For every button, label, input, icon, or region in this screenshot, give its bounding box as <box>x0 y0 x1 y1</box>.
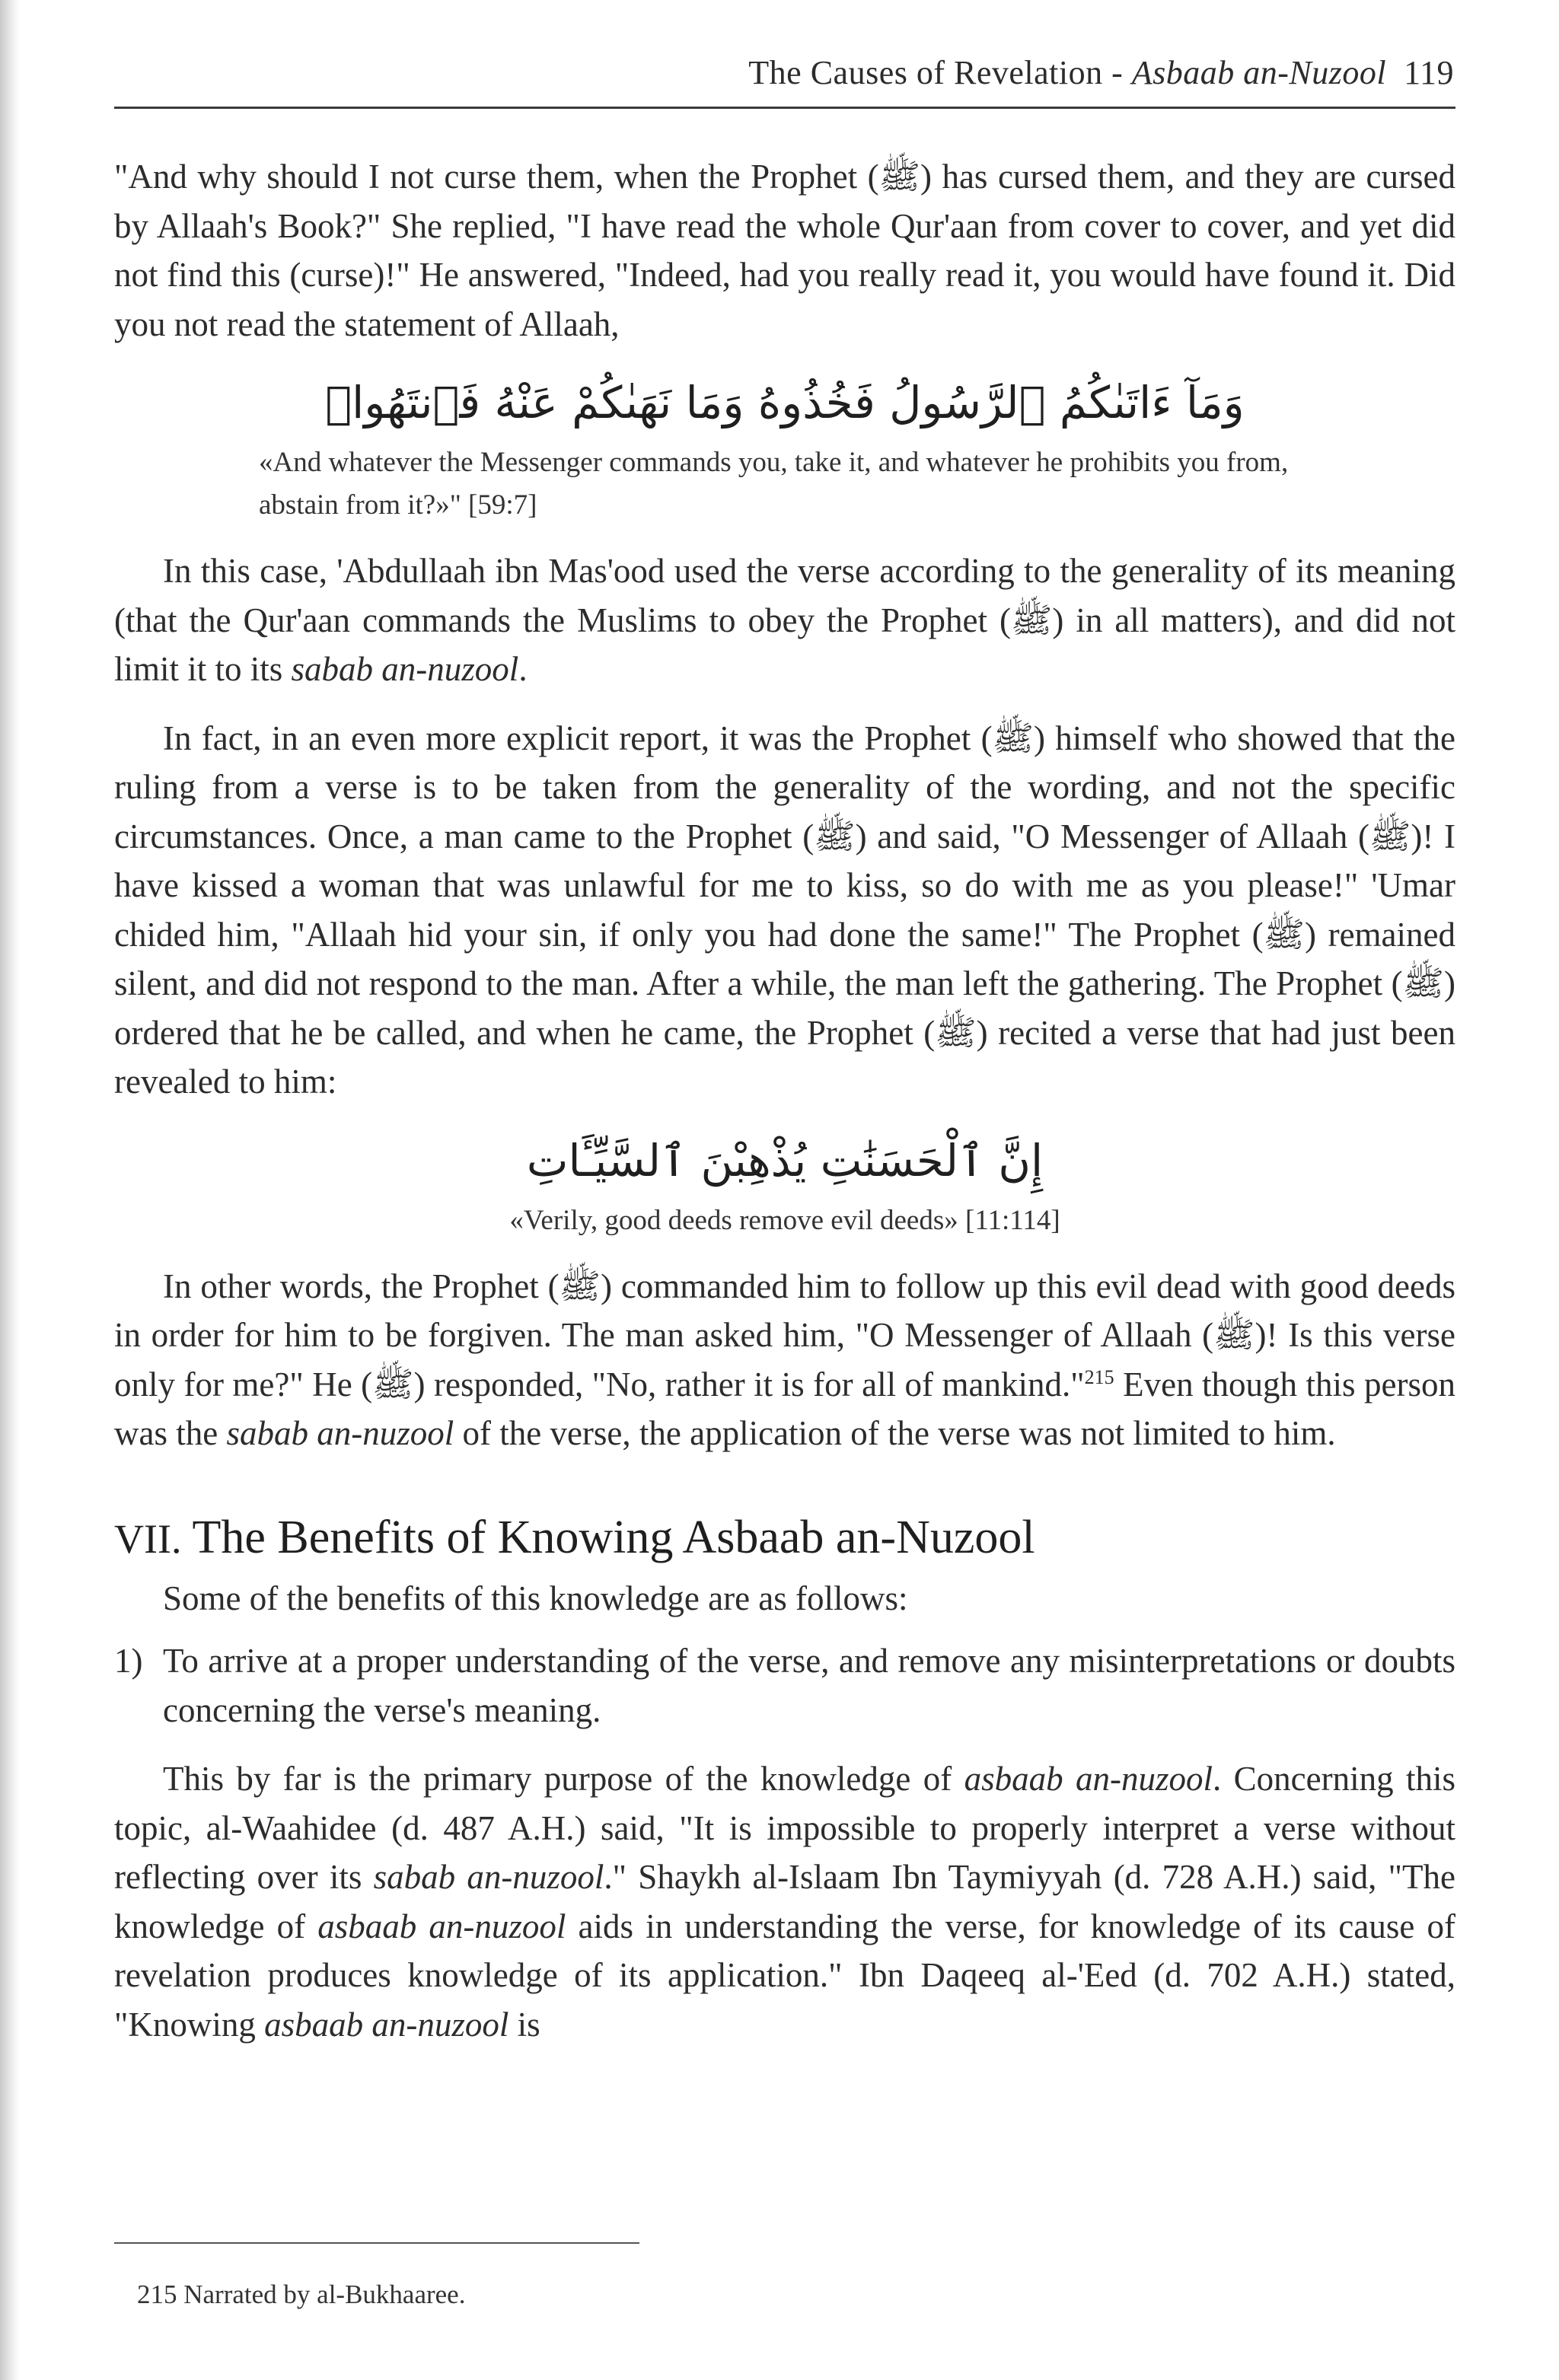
verse-translation-59-7: «And whatever the Messenger commands you, take it, and whatever he prohibits you from, abstain from it?»" [59:7] <box>259 447 1289 521</box>
header-title-italic: Asbaab an-Nuzool <box>1131 54 1387 91</box>
paragraph-2 <box>114 546 1455 694</box>
paragraph-6-i1: asbaab an-nuzool <box>964 1760 1213 1798</box>
footnote-rule <box>114 2242 639 2244</box>
paragraph-5: Some of the benefits of this knowledge are as follows: <box>163 1579 908 1617</box>
header-rule <box>114 107 1455 109</box>
page-body <box>114 152 1455 2049</box>
paragraph-6-t3: ." Shaykh al-Islaam Ibn Taymiyyah (d. 728 A.H.) said, "The knowledge of <box>114 1858 1456 1945</box>
quran-verse-59-7: وَمَآ ءَاتَىٰكُمُ ٱلرَّسُولُ فَخُذُوهُ وَمَا نَهَىٰكُمْ عَنْهُ فَٱنتَهُوا۟ <box>325 377 1245 429</box>
paragraph-6 <box>114 1754 1455 2049</box>
list-item-text: To arrive at a proper understanding of the verse, and remove any misinterpretations or doubts concerning the verse's meaning. <box>163 1642 1455 1729</box>
paragraph-6-t2: . Concerning this topic, al-Waahidee (d. 487 A.H.) said, "It is impossible to properly interpret a verse without reflecting over its <box>114 1760 1456 1896</box>
quran-verse-11-114: إِنَّ ٱلْحَسَنَٰتِ يُذْهِبْنَ ٱلسَّيِّـَٔاتِ <box>526 1134 1044 1187</box>
paragraph-2-text: In this case, 'Abdullaah ibn Mas'ood used the verse according to the generality of its meaning (that the Qur'aan commands the Muslims to obey the Prophet (ﷺ) in all matters), and did not limit it to its <box>114 552 1455 688</box>
section-number: VII. <box>114 1515 182 1562</box>
paragraph-6-t1: This by far is the primary purpose of the knowledge of <box>163 1760 964 1798</box>
paragraph-4-italic: sabab an-nuzool <box>226 1414 454 1452</box>
paragraph-4-text: In other words, the Prophet (ﷺ) commanded him to follow up this evil dead with good deeds in order for him to be forgiven. The man asked him, "O Messenger of Allaah (ﷺ)! Is this verse only for me?" He (ﷺ) responded, "No, rather it is for all of mankind." <box>114 1266 1456 1403</box>
footnote-ref: 215 <box>1084 1365 1114 1388</box>
paragraph-4-end: of the verse, the application of the verse was not limited to him. <box>454 1414 1336 1452</box>
paragraph-6-i3: asbaab an-nuzool <box>317 1907 566 1945</box>
section-title: The Benefits of Knowing Asbaab an-Nuzool <box>192 1511 1035 1563</box>
header-title: The Causes of Revelation - <box>748 54 1132 91</box>
paragraph-1: "And why should I not curse them, when the Prophet (ﷺ) has cursed them, and they are cursed by Allaah's Book?" She replied, "I have read the whole Qur'aan from cover to cover, and yet did not find this (curse)!" He answered, "Indeed, had you really read it, you would have found it. Did you not read the statement of Allaah, <box>114 158 1455 343</box>
paragraph-2-italic: sabab an-nuzool <box>291 650 519 688</box>
paragraph-6-t4: aids in understanding the verse, for knowledge of its cause of revelation produces knowledge of its application." Ibn Daqeeq al-'Eed (d. 702 A.H.) stated, "Knowing <box>114 1907 1455 2044</box>
verse-translation-11-114: «Verily, good deeds remove evil deeds» [11:114] <box>509 1204 1060 1236</box>
paragraph-6-i2: sabab an-nuzool <box>373 1858 604 1896</box>
running-header <box>114 53 1454 92</box>
paragraph-2-end: . <box>518 650 528 688</box>
paragraph-4-text2: Even though this person was the <box>114 1365 1455 1452</box>
paragraph-4 <box>114 1262 1455 1458</box>
page-edge-shadow <box>0 0 20 2380</box>
list-item <box>114 1636 1455 1735</box>
paragraph-6-i4: asbaab an-nuzool <box>264 2005 509 2044</box>
section-heading <box>114 1505 1455 1571</box>
paragraph-3: In fact, in an even more explicit report, it was the Prophet (ﷺ) himself who showed that the ruling from a verse is to be taken from the generality of the wording, and not the specific circumstances. Once, a man came to the Prophet (ﷺ) and said, "O Messenger of Allaah (ﷺ)! I have kissed a woman that was unlawful for me to kiss, so do with me as you please!" 'Umar chided him, "Allaah hid your sin, if only you had done the same!" The Prophet (ﷺ) remained silent, and did not respond to the man. After a while, the man left the gathering. The Prophet (ﷺ) ordered that he be called, and when he came, the Prophet (ﷺ) recited a verse that had just been revealed to him: <box>114 718 1455 1101</box>
page-number: 119 <box>1404 54 1454 91</box>
footnote: 215 Narrated by al-Bukhaaree. <box>137 2280 466 2309</box>
list-marker: 1) <box>114 1642 143 1680</box>
paragraph-6-t5: is <box>509 2005 540 2044</box>
